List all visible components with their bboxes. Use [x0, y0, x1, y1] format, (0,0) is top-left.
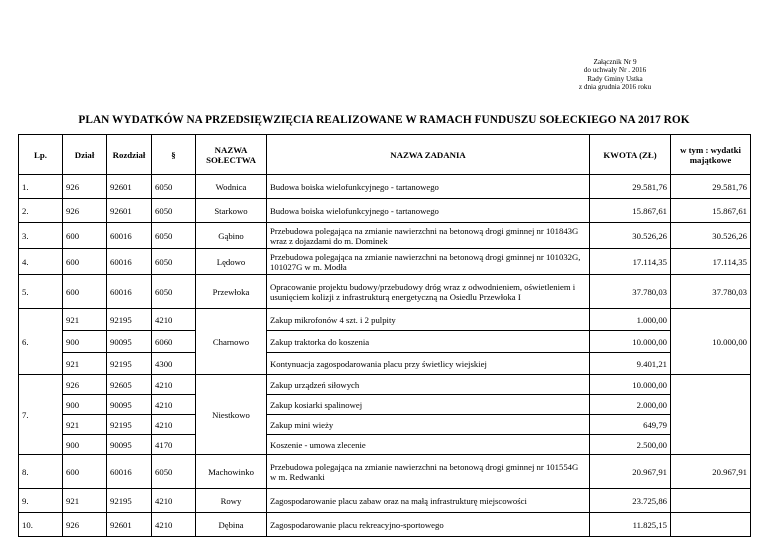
cell-zadanie: Przebudowa polegająca na zmianie nawierzchni na betonową drogi gminnej nr 101032G, 101027G w m. Modła: [267, 249, 590, 275]
cell-kwota: 23.725,86: [590, 489, 671, 513]
cell-paragraph: 4210: [152, 395, 196, 415]
cell-kwota: 11.825,15: [590, 513, 671, 537]
header-dzial: Dział: [63, 135, 107, 175]
cell-paragraph: 6060: [152, 331, 196, 353]
cell-kwota: 9.401,21: [590, 353, 671, 375]
cell-lp: 7.: [19, 375, 63, 455]
table-row: [19, 375, 751, 395]
cell-kwota: 17.114,35: [590, 249, 671, 275]
cell-solectwo: Rowy: [196, 489, 267, 513]
cell-zadanie: Koszenie - umowa zlecenie: [267, 435, 590, 455]
cell-rozdzial: 92195: [107, 309, 152, 331]
cell-rozdzial: 60016: [107, 275, 152, 309]
cell-paragraph: 4210: [152, 309, 196, 331]
table-row: [19, 199, 751, 223]
cell-rozdzial: 90095: [107, 435, 152, 455]
cell-zadanie: Budowa boiska wielofunkcyjnego - tartanowego: [267, 199, 590, 223]
cell-rozdzial: 92195: [107, 489, 152, 513]
cell-paragraph: 6050: [152, 175, 196, 199]
cell-rozdzial: 92601: [107, 513, 152, 537]
header-wydatki-majatkowe: w tym : wydatki majątkowe: [671, 135, 751, 175]
cell-kwota: 2.000,00: [590, 395, 671, 415]
cell-majatkowe: 29.581,76: [671, 175, 751, 199]
cell-rozdzial: 90095: [107, 331, 152, 353]
annex-date: z dnia grudnia 2016 roku: [578, 83, 652, 92]
cell-zadanie: Zakup mini wieży: [267, 415, 590, 435]
cell-lp: 5.: [19, 275, 63, 309]
cell-dzial: 926: [63, 375, 107, 395]
annex-number: Załącznik Nr 9: [593, 58, 637, 66]
cell-dzial: 600: [63, 455, 107, 489]
cell-rozdzial: 92195: [107, 353, 152, 375]
cell-solectwo: Starkowo: [196, 199, 267, 223]
cell-lp: 10.: [19, 513, 63, 537]
cell-dzial: 921: [63, 415, 107, 435]
cell-dzial: 926: [63, 513, 107, 537]
cell-kwota: 1.000,00: [590, 309, 671, 331]
cell-zadanie: Budowa boiska wielofunkcyjnego - tartanowego: [267, 175, 590, 199]
cell-rozdzial: 60016: [107, 249, 152, 275]
table-row: [19, 249, 751, 275]
table-row: [19, 275, 751, 309]
annex-header: [540, 58, 690, 92]
cell-solectwo: Wodnica: [196, 175, 267, 199]
cell-kwota: 10.000,00: [590, 331, 671, 353]
cell-lp: 3.: [19, 223, 63, 249]
cell-zadanie: Przebudowa polegająca na zmianie nawierzchni na betonową drogi gminnej nr 101554G w m. Redwanki: [267, 455, 590, 489]
cell-solectwo: Lędowo: [196, 249, 267, 275]
cell-zadanie: Zagospodarowanie placu zabaw oraz na małą infrastrukturę miejscowości: [267, 489, 590, 513]
cell-dzial: 921: [63, 309, 107, 331]
header-zadanie: NAZWA ZADANIA: [267, 135, 590, 175]
cell-paragraph: 4210: [152, 513, 196, 537]
table-row: [19, 435, 751, 455]
cell-lp: 2.: [19, 199, 63, 223]
cell-paragraph: 4210: [152, 415, 196, 435]
cell-majatkowe: 10.000,00: [671, 309, 751, 375]
cell-paragraph: 6050: [152, 455, 196, 489]
cell-kwota: 649,79: [590, 415, 671, 435]
cell-dzial: 926: [63, 175, 107, 199]
cell-zadanie: Przebudowa polegająca na zmianie nawierzchni na betonową drogi gminnej nr 101843G wraz z dojazdami do m. Dominek: [267, 223, 590, 249]
cell-rozdzial: 60016: [107, 455, 152, 489]
cell-solectwo: Machowinko: [196, 455, 267, 489]
cell-dzial: 600: [63, 223, 107, 249]
header-lp: Lp.: [19, 135, 63, 175]
cell-rozdzial: 60016: [107, 223, 152, 249]
cell-dzial: 921: [63, 489, 107, 513]
cell-zadanie: Zakup kosiarki spalinowej: [267, 395, 590, 415]
table-row: [19, 395, 751, 415]
cell-paragraph: 4210: [152, 375, 196, 395]
cell-solectwo: Charnowo: [196, 309, 267, 375]
cell-kwota: 30.526,26: [590, 223, 671, 249]
cell-rozdzial: 90095: [107, 395, 152, 415]
cell-zadanie: Zagospodarowanie placu rekreacyjno-sportowego: [267, 513, 590, 537]
cell-dzial: 900: [63, 435, 107, 455]
table-row: [19, 223, 751, 249]
cell-paragraph: 6050: [152, 223, 196, 249]
cell-kwota: 37.780,03: [590, 275, 671, 309]
cell-paragraph: 4170: [152, 435, 196, 455]
header-paragraph: §: [152, 135, 196, 175]
cell-dzial: 900: [63, 395, 107, 415]
cell-zadanie: Zakup urządzeń siłowych: [267, 375, 590, 395]
table-row: [19, 513, 751, 537]
cell-majatkowe: [671, 375, 751, 455]
table-row: [19, 331, 751, 353]
annex-resolution: do uchwały Nr . 2016: [583, 66, 647, 75]
cell-majatkowe: [671, 489, 751, 513]
cell-paragraph: 6050: [152, 275, 196, 309]
cell-lp: 8.: [19, 455, 63, 489]
cell-dzial: 600: [63, 249, 107, 275]
cell-kwota: 2.500,00: [590, 435, 671, 455]
cell-kwota: 20.967,91: [590, 455, 671, 489]
table-header-row: [19, 135, 751, 175]
expenditure-table: [18, 134, 751, 537]
cell-paragraph: 6050: [152, 199, 196, 223]
cell-dzial: 600: [63, 275, 107, 309]
cell-paragraph: 4210: [152, 489, 196, 513]
cell-lp: 1.: [19, 175, 63, 199]
table-row: [19, 353, 751, 375]
table-row: [19, 175, 751, 199]
cell-majatkowe: 20.967,91: [671, 455, 751, 489]
cell-solectwo: Przewłoka: [196, 275, 267, 309]
cell-lp: 4.: [19, 249, 63, 275]
cell-lp: 9.: [19, 489, 63, 513]
cell-majatkowe: 30.526,26: [671, 223, 751, 249]
cell-rozdzial: 92605: [107, 375, 152, 395]
header-rozdzial: Rozdział: [107, 135, 152, 175]
annex-council: Rady Gminy Ustka: [587, 74, 643, 83]
cell-rozdzial: 92601: [107, 199, 152, 223]
cell-majatkowe: [671, 513, 751, 537]
cell-zadanie: Kontynuacja zagospodarowania placu przy świetlicy wiejskiej: [267, 353, 590, 375]
cell-rozdzial: 92601: [107, 175, 152, 199]
table-row: [19, 415, 751, 435]
header-solectwo: NAZWA SOŁECTWA: [196, 135, 267, 175]
cell-dzial: 921: [63, 353, 107, 375]
cell-paragraph: 6050: [152, 249, 196, 275]
document-title: PLAN WYDATKÓW NA PRZEDSIĘWZIĘCIA REALIZOWANE W RAMACH FUNDUSZU SOŁECKIEGO NA 2017 ROK: [78, 114, 690, 126]
cell-kwota: 29.581,76: [590, 175, 671, 199]
table-row: [19, 309, 751, 331]
cell-solectwo: Gąbino: [196, 223, 267, 249]
cell-solectwo: Niestkowo: [196, 375, 267, 455]
cell-lp: 6.: [19, 309, 63, 375]
cell-rozdzial: 92195: [107, 415, 152, 435]
table-row: [19, 489, 751, 513]
cell-kwota: 15.867,61: [590, 199, 671, 223]
cell-majatkowe: 17.114,35: [671, 249, 751, 275]
cell-zadanie: Zakup mikrofonów 4 szt. i 2 pulpity: [267, 309, 590, 331]
header-kwota: KWOTA (ZŁ): [590, 135, 671, 175]
cell-majatkowe: 37.780,03: [671, 275, 751, 309]
cell-dzial: 926: [63, 199, 107, 223]
cell-kwota: 10.000,00: [590, 375, 671, 395]
cell-zadanie: Zakup traktorka do koszenia: [267, 331, 590, 353]
cell-zadanie: Opracowanie projektu budowy/przebudowy dróg wraz z odwodnieniem, oświetleniem i usunięciem kolizji z infrastrukturą energetyczną na Osiedlu Przewłoka I: [267, 275, 590, 309]
table-row: [19, 455, 751, 489]
cell-solectwo: Dębina: [196, 513, 267, 537]
cell-majatkowe: 15.867,61: [671, 199, 751, 223]
cell-paragraph: 4300: [152, 353, 196, 375]
cell-dzial: 900: [63, 331, 107, 353]
